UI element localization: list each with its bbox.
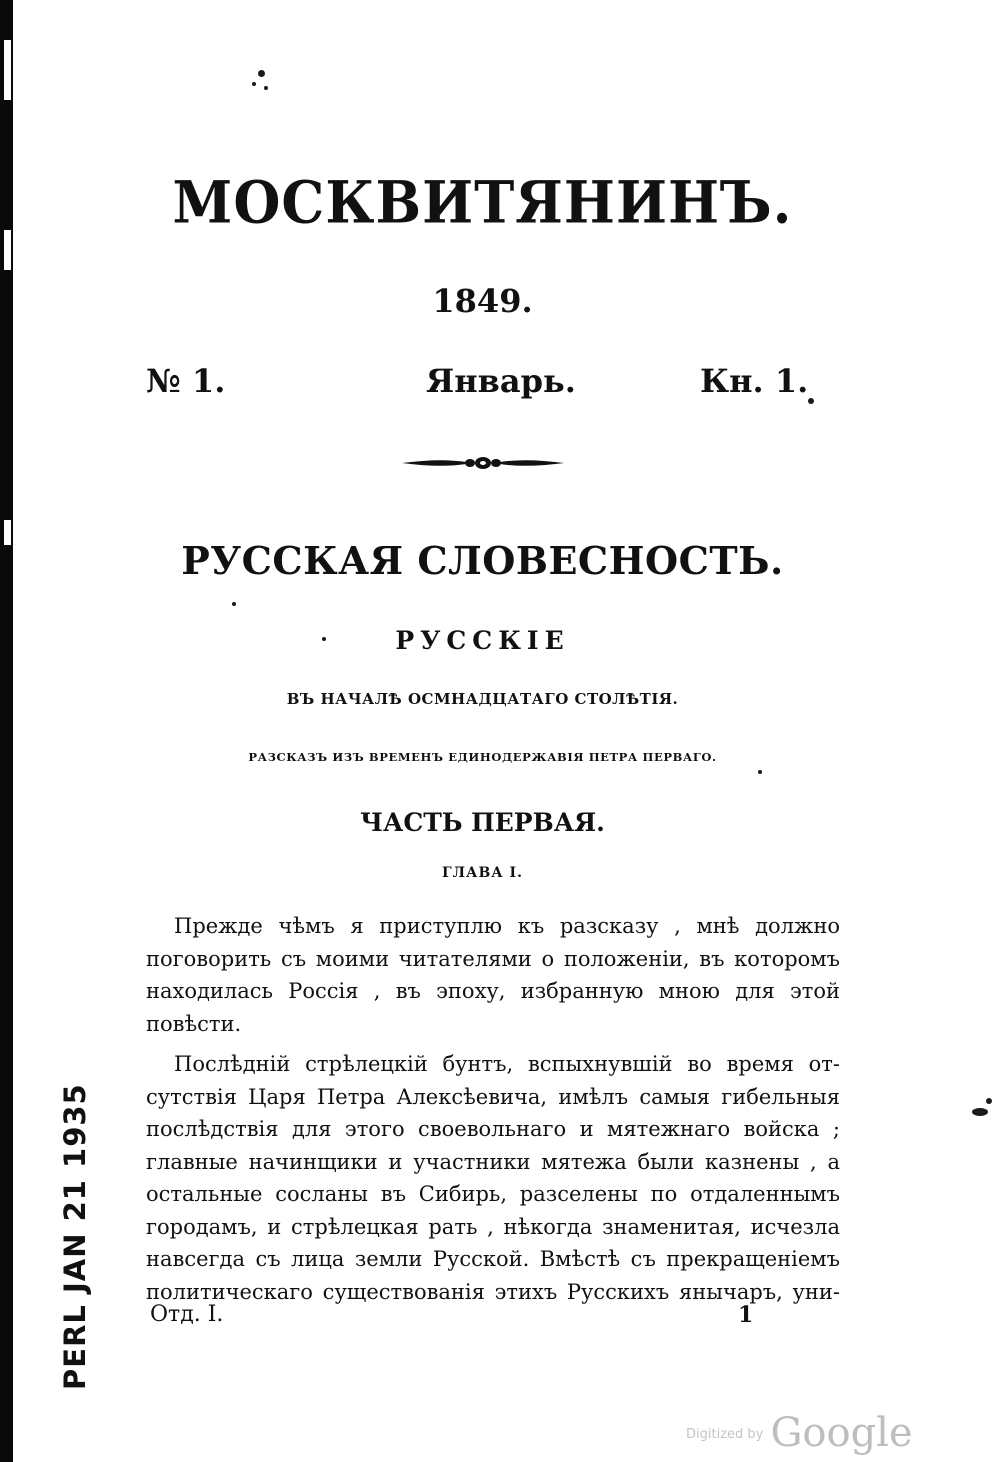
text-line: сутствія Царя Петра Алексѣевича, имѣлъ самыя гибельныя bbox=[146, 1084, 840, 1109]
issue-month: Январь. bbox=[426, 362, 576, 400]
text-line: поговорить съ моими читателями о положеніи, въ которомъ bbox=[146, 946, 840, 971]
text-line: главные начинщики и участники мятежа были казнены , а bbox=[146, 1149, 840, 1174]
paragraph bbox=[146, 910, 840, 1040]
text-line: послѣдствія для этого своевольнаго и мятежнаго войска ; bbox=[146, 1117, 840, 1141]
footer-section: Отд. I. bbox=[150, 1302, 224, 1327]
work-subtitle: ВЪ НАЧАЛѢ ОСМНАДЦАТАГО СТОЛѢТІЯ. bbox=[286, 690, 679, 708]
text-line: находилась Россія , въ эпоху, избранную мною для этой bbox=[146, 979, 840, 1003]
speck bbox=[758, 770, 762, 774]
issue-year: 1849. bbox=[432, 282, 533, 320]
issue-number: № 1. bbox=[146, 362, 226, 400]
speck bbox=[232, 602, 236, 606]
library-stamp: PERL JAN 21 1935 bbox=[58, 1083, 92, 1390]
issue-book: Кн. 1. bbox=[700, 362, 809, 400]
text-line: Послѣдній стрѣлецкій бунтъ, вспыхнувшій во время от- bbox=[174, 1052, 840, 1076]
google-logo: Google bbox=[770, 1410, 913, 1456]
journal-title: МОСКВИТЯНИНЪ. bbox=[172, 167, 793, 237]
work-subsubtitle: РАЗСКАЗЪ ИЗЪ ВРЕМЕНЪ ЕДИНОДЕРЖАВІЯ ПЕТРА ПЕРВАГО. bbox=[248, 750, 717, 764]
digitized-by-google-watermark bbox=[686, 1402, 913, 1456]
chapter-title: ГЛАВА I. bbox=[442, 865, 523, 881]
text-line: городамъ, и стрѣлецкая рать , нѣкогда знаменитая, исчезла bbox=[146, 1214, 840, 1239]
speck bbox=[264, 86, 268, 90]
speck bbox=[252, 82, 256, 86]
section-title: РУССКАЯ СЛОВЕСНОСТЬ. bbox=[181, 538, 784, 583]
text-line: Прежде чѣмъ я приступлю къ разсказу , мнѣ должно bbox=[174, 914, 840, 938]
text-line: политическаго существованія этихъ Русскихъ янычаръ, уни- bbox=[146, 1279, 840, 1304]
speck bbox=[808, 398, 814, 404]
ornament-divider bbox=[400, 452, 566, 474]
text-line: навсегда съ лица земли Русской. Вмѣстѣ съ прекращеніемъ bbox=[146, 1247, 840, 1271]
speck bbox=[986, 1098, 992, 1104]
digitized-prefix: Digitized by bbox=[686, 1427, 764, 1442]
speck bbox=[258, 70, 265, 77]
speck bbox=[972, 1108, 988, 1116]
text-line: повѣсти. bbox=[146, 1011, 242, 1036]
part-title: ЧАСТЬ ПЕРВАЯ. bbox=[360, 808, 605, 837]
paragraph bbox=[146, 1048, 840, 1308]
page-number: 1 bbox=[738, 1302, 754, 1328]
text-line: остальные сосланы въ Сибирь, разселены по отдаленнымъ bbox=[146, 1182, 840, 1206]
work-title: РУССКІЕ bbox=[395, 626, 570, 655]
